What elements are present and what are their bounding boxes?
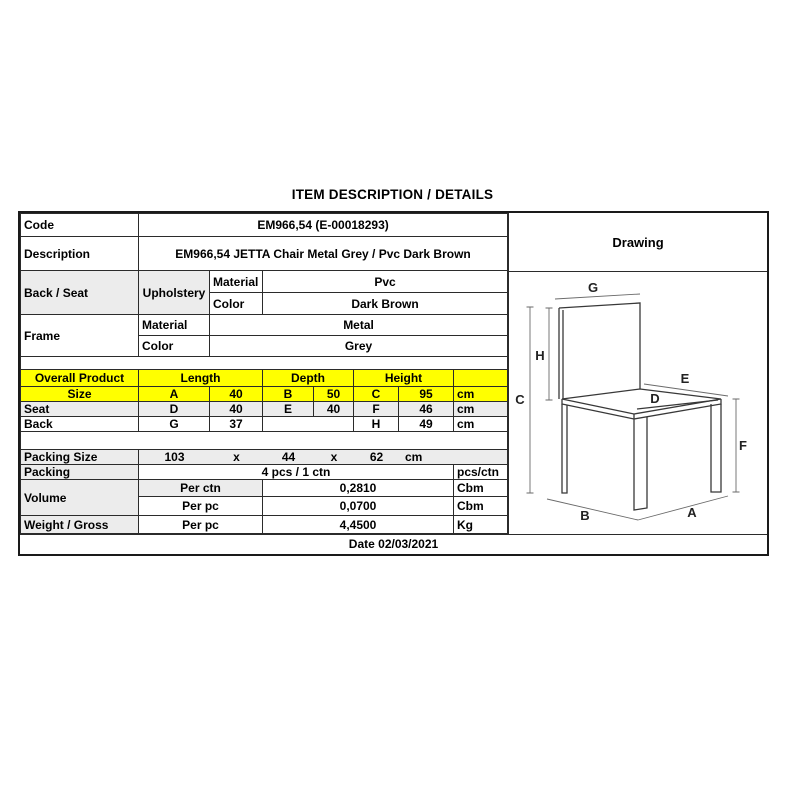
unit-cell: cm xyxy=(454,402,508,417)
unit-cell: Cbm xyxy=(454,480,508,497)
height-header: Height xyxy=(354,370,454,387)
dim-label-a: A xyxy=(687,505,697,520)
description-row xyxy=(21,237,508,271)
drawing-title: Drawing xyxy=(509,213,767,272)
unit-cell: Cbm xyxy=(454,497,508,516)
code-row xyxy=(21,214,508,237)
packing-unit: cm xyxy=(405,450,423,464)
spacer-cell xyxy=(21,432,508,450)
seat-label: Seat xyxy=(21,402,139,417)
upholstery-label: Upholstery xyxy=(139,271,210,315)
dim-key: A xyxy=(139,387,210,402)
dim-label-g: G xyxy=(588,280,599,295)
packing-size-label: Packing Size xyxy=(21,450,139,465)
back-seat-color-value: Dark Brown xyxy=(263,293,508,315)
packing-sep: x xyxy=(330,450,338,464)
dim-value: 50 xyxy=(314,387,354,402)
per-pc-label: Per pc xyxy=(139,497,263,516)
unit-header-blank xyxy=(454,370,508,387)
per-ctn-label: Per ctn xyxy=(139,480,263,497)
material-label: Material xyxy=(139,315,210,336)
frame-material-value: Metal xyxy=(210,315,508,336)
dim-value: 95 xyxy=(399,387,454,402)
weight-per-label: Per pc xyxy=(139,516,263,534)
spacer-cell xyxy=(21,357,508,370)
dim-key: E xyxy=(263,402,314,417)
packing-size-row xyxy=(21,450,508,465)
frame-label: Frame xyxy=(21,315,139,357)
packing-value: 4 pcs / 1 ctn xyxy=(139,465,454,480)
volume-label: Volume xyxy=(21,480,139,516)
page-title: ITEM DESCRIPTION / DETAILS xyxy=(291,187,494,202)
per-ctn-value: 0,2810 xyxy=(263,480,454,497)
unit-cell: pcs/ctn xyxy=(454,465,508,480)
frame-material-row xyxy=(21,315,508,336)
back-seat-material-row xyxy=(21,271,508,293)
spec-sheet xyxy=(18,211,769,556)
dim-key: C xyxy=(354,387,399,402)
code-label: Code xyxy=(21,214,139,237)
dim-key: H xyxy=(354,417,399,432)
drawing-panel xyxy=(508,213,767,534)
unit-cell: cm xyxy=(454,387,508,402)
per-pc-value: 0,0700 xyxy=(263,497,454,516)
size-label: Size xyxy=(21,387,139,402)
packing-sep: x xyxy=(233,450,240,464)
spacer-row xyxy=(21,357,508,370)
description-value: EM966,54 JETTA Chair Metal Grey / Pvc Dark Brown xyxy=(139,237,508,271)
dim-label-c: C xyxy=(515,392,525,407)
back-label: Back xyxy=(21,417,139,432)
frame-color-value: Grey xyxy=(210,336,508,357)
packing-row xyxy=(21,465,508,480)
packing-size-value xyxy=(139,450,508,465)
unit-cell: Kg xyxy=(454,516,508,534)
color-label: Color xyxy=(139,336,210,357)
chair-outline xyxy=(559,303,721,510)
description-label: Description xyxy=(21,237,139,271)
overall-size-row xyxy=(21,387,508,402)
seat-size-row xyxy=(21,402,508,417)
dim-key: F xyxy=(354,402,399,417)
dim-value: 46 xyxy=(399,402,454,417)
back-seat-material-value: Pvc xyxy=(263,271,508,293)
weight-label: Weight / Gross xyxy=(21,516,139,534)
packing-label: Packing xyxy=(21,465,139,480)
dim-value: 37 xyxy=(210,417,263,432)
code-value: EM966,54 (E-00018293) xyxy=(139,214,508,237)
packing-dim: 62 xyxy=(369,450,384,464)
spacer-row xyxy=(21,432,508,450)
dim-key: B xyxy=(263,387,314,402)
material-label: Material xyxy=(210,271,263,293)
blank-cell xyxy=(263,417,354,432)
details-table xyxy=(20,213,508,534)
dim-key: D xyxy=(139,402,210,417)
chair-line-drawing xyxy=(509,272,767,546)
unit-cell: cm xyxy=(454,417,508,432)
overall-product-label: Overall Product xyxy=(21,370,139,387)
dim-label-h: H xyxy=(535,348,545,363)
back-size-row xyxy=(21,417,508,432)
dim-key: G xyxy=(139,417,210,432)
dim-label-e: E xyxy=(680,371,690,386)
depth-header: Depth xyxy=(263,370,354,387)
packing-size-dims xyxy=(139,450,507,464)
color-label: Color xyxy=(210,293,263,315)
length-header: Length xyxy=(139,370,263,387)
weight-value: 4,4500 xyxy=(263,516,454,534)
sheet-content xyxy=(20,213,767,534)
packing-dim: 103 xyxy=(164,450,185,464)
dim-value: 40 xyxy=(210,402,263,417)
packing-dim: 44 xyxy=(281,450,296,464)
dimension-labels xyxy=(515,280,747,523)
dim-value: 40 xyxy=(210,387,263,402)
dim-value: 49 xyxy=(399,417,454,432)
dim-label-b: B xyxy=(580,508,590,523)
volume-per-ctn-row xyxy=(21,480,508,497)
dim-label-f: F xyxy=(739,438,748,453)
size-header-row xyxy=(21,370,508,387)
date-row: Date 02/03/2021 xyxy=(20,534,767,554)
dim-value: 40 xyxy=(314,402,354,417)
weight-row xyxy=(21,516,508,534)
back-seat-label: Back / Seat xyxy=(21,271,139,315)
chair-drawing xyxy=(509,272,767,534)
dim-label-d: D xyxy=(650,391,660,406)
